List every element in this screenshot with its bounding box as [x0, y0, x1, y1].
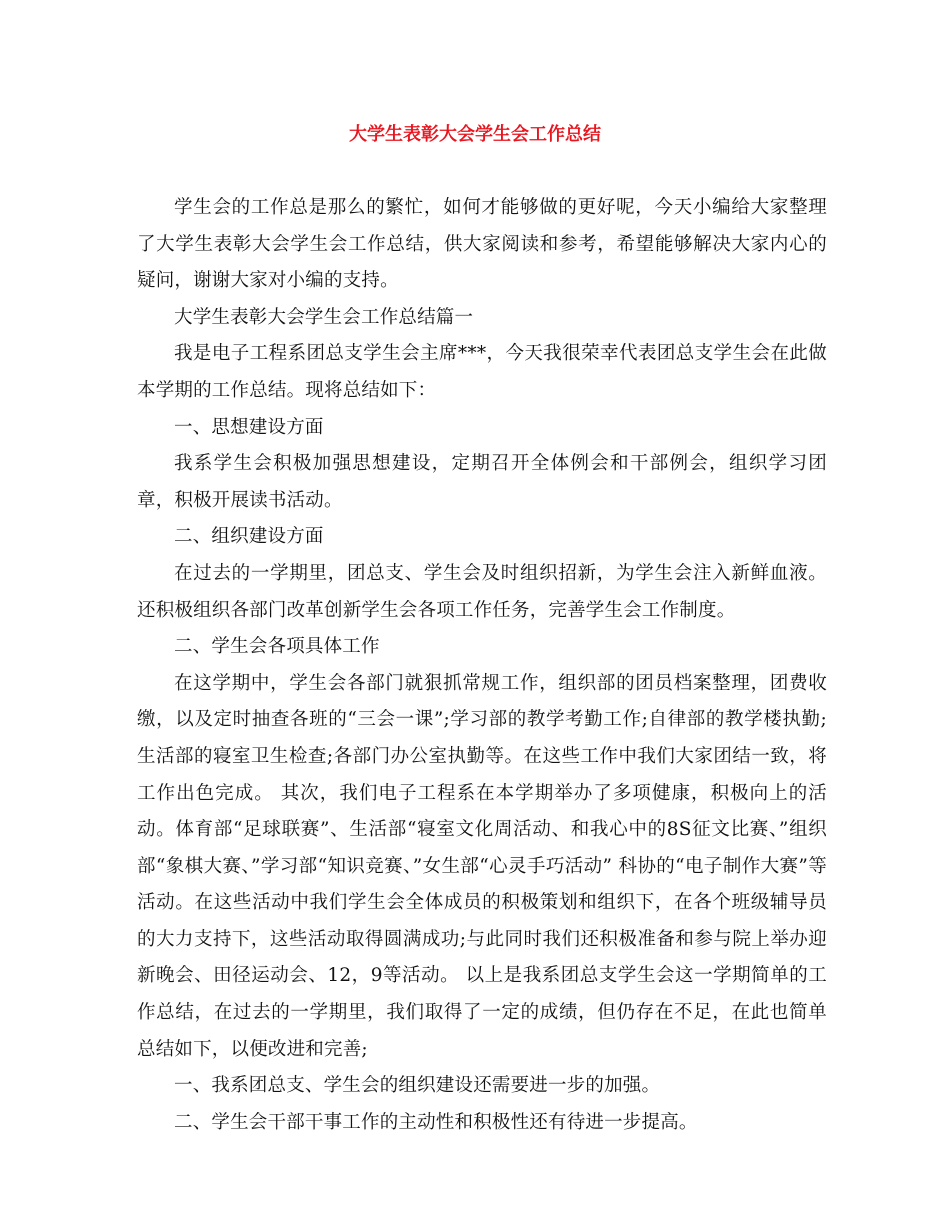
- body-paragraph: 在这学期中，学生会各部门就狠抓常规工作，组织部的团员档案整理，团费收缴，以及定时抽查各班的“三会一课”;学习部的教学考勤工作;自律部的教学楼执勤;生活部的寝室卫生检查;各部门办公室执勤等。在这些工作中我们大家团结一致，将工作出色完成。 其次，我们电子工程系在本学期举办了多项健康，积极向上的活动。体育部“足球联赛”、生活部“寝室文化周活动、和我心中的8S征文比赛、”组织部“象棋大赛、”学习部“知识竞赛、”女生部“心灵手巧活动” 科协的“电子制作大赛”等活动。在这些活动中我们学生会全体成员的积极策划和组织下，在各个班级辅导员的大力支持下，这些活动取得圆满成功;与此同时我们还积极准备和参与院上举办迎新晚会、田径运动会、12，9等活动。 以上是我系团总支学生会这一学期简单的工作总结，在过去的一学期里，我们取得了一定的成绩，但仍存在不足，在此也简单总结如下，以便改进和完善;: [137, 672, 827, 1060]
- body-paragraph: 我是电子工程系团总支学生会主席***，今天我很荣幸代表团总支学生会在此做本学期的工作总结。现将总结如下：: [137, 343, 827, 401]
- intro-paragraph: 学生会的工作总是那么的繁忙，如何才能够做的更好呢，今天小编给大家整理了大学生表彰大会学生会工作总结，供大家阅读和参考，希望能够解决大家内心的疑问，谢谢大家对小编的支持。: [137, 197, 827, 292]
- section-heading: 二、学生会各项具体工作: [174, 636, 380, 658]
- body-paragraph: 二、学生会干部干事工作的主动性和积极性还有待进一步提高。: [174, 1111, 698, 1133]
- section-heading: 大学生表彰大会学生会工作总结篇一: [174, 306, 474, 328]
- section-heading: 一、思想建设方面: [174, 416, 324, 438]
- body-paragraph: 我系学生会积极加强思想建设，定期召开全体例会和干部例会，组织学习团章，积极开展读书活动。: [137, 453, 827, 511]
- document-title: 大学生表彰大会学生会工作总结: [349, 124, 601, 145]
- body-paragraph: 在过去的一学期里，团总支、学生会及时组织招新，为学生会注入新鲜血液。还积极组织各部门改革创新学生会各项工作任务，完善学生会工作制度。: [137, 562, 827, 621]
- document-body: [137, 190, 827, 1141]
- body-paragraph: 一、我系团总支、学生会的组织建设还需要进一步的加强。: [174, 1075, 661, 1097]
- section-heading: 二、组织建设方面: [174, 526, 324, 548]
